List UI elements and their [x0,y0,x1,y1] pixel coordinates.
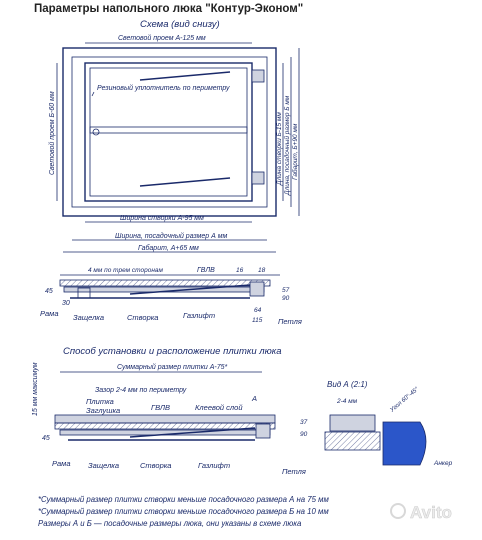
hinge-label: Петля [278,317,302,326]
d90-label: 90 [282,295,290,302]
hinge-bottom-icon [252,172,264,184]
latch-label: Защелка [73,313,105,322]
scheme-caption: Схема (вид снизу) [140,19,220,30]
section1-gvlv-layer [60,280,270,286]
gab-a-label: Габарит, А+65 мм [138,245,199,252]
section-two [32,346,453,476]
frame-label: Рама [40,309,59,318]
fit-len-label: Длина, посадочный размер Б мм [284,95,291,195]
section2-hinge-icon [256,424,270,438]
lock-icon [93,129,99,135]
frame-inner-edge [72,57,267,207]
tile-label: Плитка [86,397,114,406]
d90b-label: 90 [300,431,308,438]
cross-bar [90,127,247,133]
section1-hinge-icon [250,282,264,296]
section2-tile [55,415,275,423]
frame2-label: Рама [52,459,71,468]
gab-b-label: Габарит, Б+90 мм [292,123,299,180]
gvlv-label: ГВЛВ [197,267,215,274]
gaslift-top [140,72,230,80]
scheme-view [48,19,299,252]
gaslift-label: Газлифт [183,311,216,320]
total-tile-label: Суммарный размер плитки А-75* [117,364,228,371]
watermark-text: Avito [410,503,452,522]
d45-label: 45 [45,288,53,295]
section2-gvlv-layer [55,423,275,429]
view-a-anchor-block [383,422,426,465]
light-b-label: Световой проем Б-60 мм [49,91,56,175]
hinge2-label: Петля [282,467,306,476]
install-caption: Способ установки и расположение плитки люка [63,346,282,357]
d16-label: 16 [236,267,244,274]
seal-leader [92,92,94,96]
hinge-top-icon [252,70,264,82]
notes-block [38,495,329,528]
seal-label: Резиновый уплотнитель по периметру [97,85,230,92]
outer-frame [63,48,276,216]
latch2-label: Защелка [88,461,120,470]
plug-label: Заглушка [86,406,121,415]
max15-label: 15 мм максимум [32,362,39,416]
sash2-label: Створка [140,461,172,470]
section-one [40,267,302,326]
note-2: *Суммарный размер плитки створки меньше посадочного размера Б на 10 мм [38,507,329,516]
d37-label: 37 [300,419,308,426]
gap-label: Зазор 2-4 мм по периметру [95,387,187,394]
sash-label: Створка [127,313,159,322]
watermark-logo-icon [391,504,405,518]
light-a-label: Световой проем А-125 мм [118,35,206,42]
gaslift2-label: Газлифт [198,461,231,470]
angle-label: Угол 60°-45° [389,386,421,414]
gvlv2-label: ГВЛВ [151,403,171,412]
sash-outline [85,63,252,201]
note-1: *Суммарный размер плитки створки меньше посадочного размера А на 75 мм [38,495,329,504]
sash-width-label: Ширина створки А-95 мм [120,215,204,222]
d115-label: 115 [252,317,263,324]
d64-label: 64 [254,307,262,314]
d30-label: 30 [62,300,70,307]
view-a-floor [325,432,380,450]
d18-label: 18 [258,267,266,274]
d45b-label: 45 [42,435,50,442]
sash-len-label: Длина створки Б-15 мм [276,112,283,185]
d57-label: 57 [282,287,290,294]
perimeter-label: 4 мм по трем сторонам [88,267,163,274]
page-title: Параметры напольного люка "Контур-Эконом" [34,3,304,15]
note-3: Размеры А и Б — посадочные размеры люка, они указаны в схеме люка [38,519,302,528]
marker-a-label: А [252,394,258,403]
gaslift-bottom [140,178,230,186]
fit-width-label: Ширина, посадочный размер А мм [115,233,228,240]
glue-label: Клеевой слой [195,403,243,412]
view-a-frame [330,415,375,431]
small-gap-label: 2-4 мм [337,398,358,405]
watermark [391,503,452,522]
anchor-label: Анкер [434,460,453,467]
view-a-caption: Вид А (2:1) [327,380,368,389]
